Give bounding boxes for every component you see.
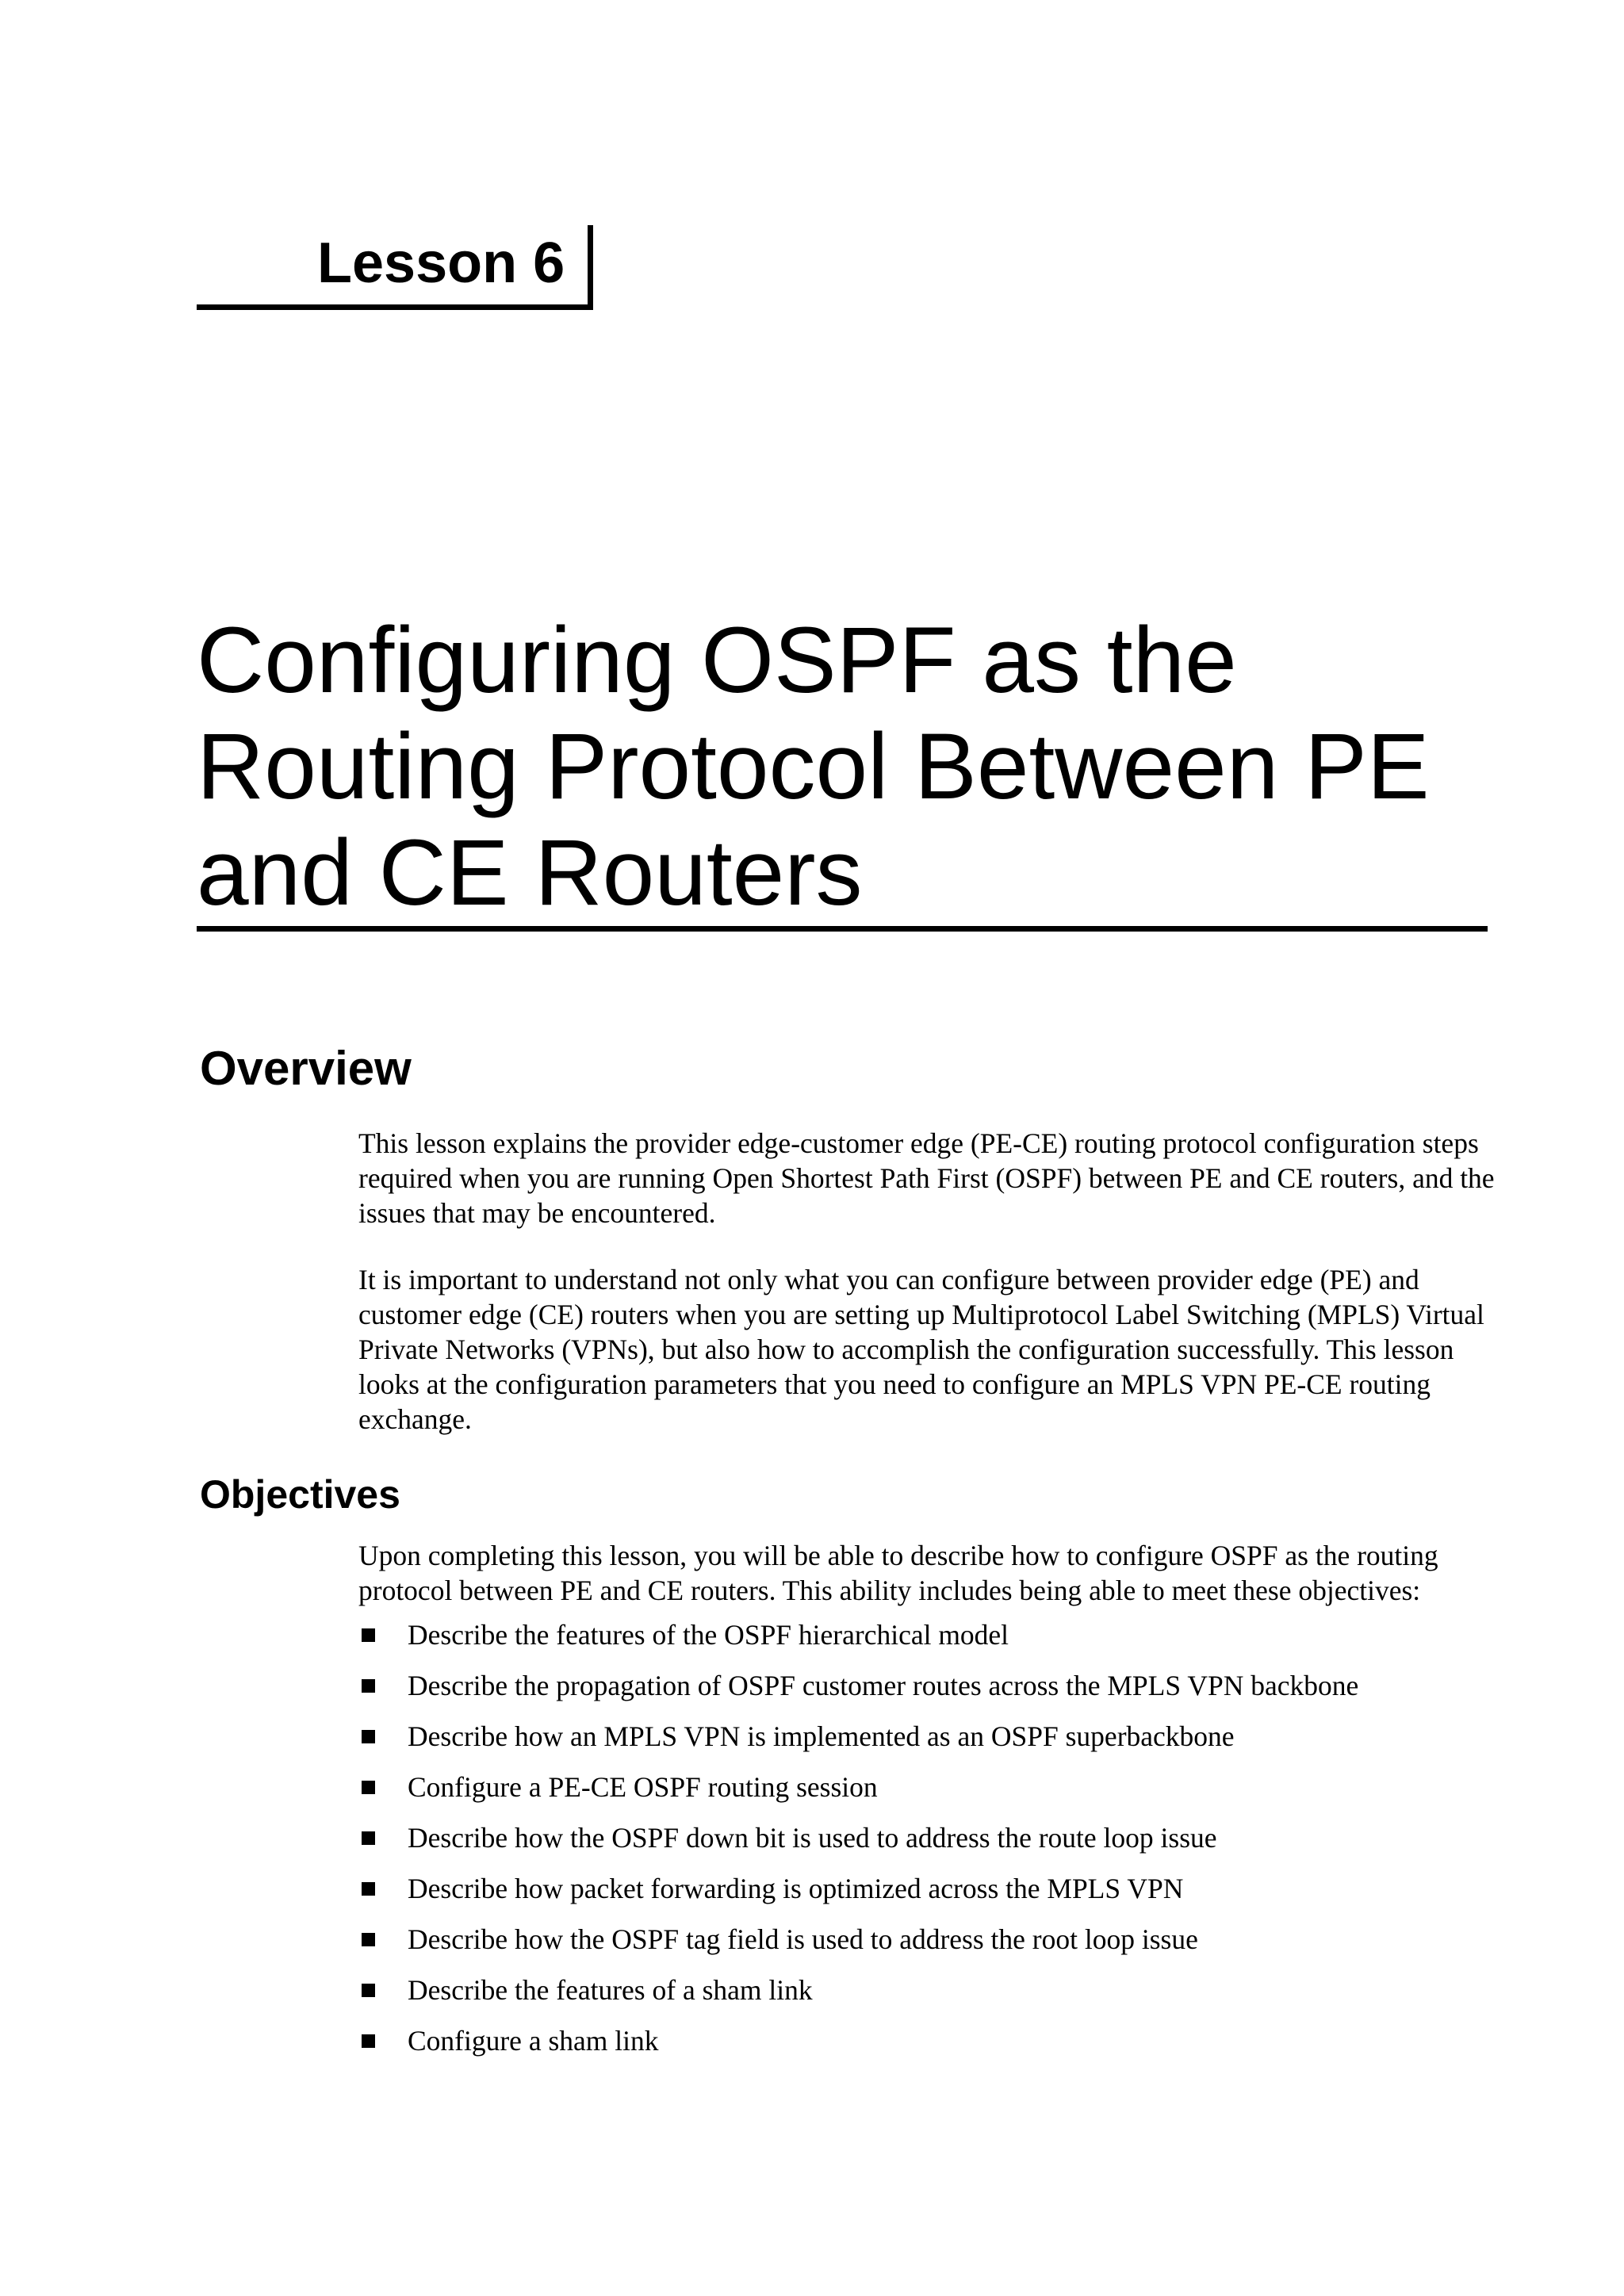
square-bullet-icon [362,1679,375,1693]
chapter-title-line-1: Configuring OSPF as the [197,608,1237,713]
list-item [358,1668,1500,1719]
objective-text: Describe how the OSPF tag field is used to address the root loop issue [408,1923,1198,1955]
list-item [358,1770,1500,1820]
objective-text: Describe the features of a sham link [408,1974,813,2006]
objectives-intro: Upon completing this lesson, you will be able to describe how to configure OSPF as the routing protocol between PE and CE routers. This ability includes being able to meet these objectives: [358,1540,1438,1606]
list-item [358,2023,1500,2074]
square-bullet-icon [362,1933,375,1946]
overview-paragraph-1: This lesson explains the provider edge-customer edge (PE-CE) routing protocol configuration steps required when you are running Open Shortest Path First (OSPF) between PE and CE routers, and the issues that may be encountered. [358,1127,1495,1229]
list-item [358,1617,1500,1668]
chapter-title-line-3: and CE Routers [197,821,863,925]
list-item [358,1922,1500,1973]
list-item [358,1973,1500,2023]
list-item [358,1719,1500,1770]
objectives-heading: Objectives [200,1472,400,1517]
list-item [358,1820,1500,1871]
objective-text: Describe how an MPLS VPN is implemented as an OSPF superbackbone [408,1720,1235,1752]
lesson-underline [197,304,593,310]
objective-text: Configure a PE-CE OSPF routing session [408,1771,878,1803]
objective-text: Describe how packet forwarding is optimized across the MPLS VPN [408,1873,1184,1904]
overview-heading: Overview [200,1042,412,1095]
square-bullet-icon [362,1831,375,1845]
overview-paragraph-2: It is important to understand not only what you can configure between provider edge (PE) and customer edge (CE) routers when you are setting up Multiprotocol Label Switching (MPLS) Virtual Private Networks (VPNs), but also how to accomplish the configuration successfully. This lesson looks at the configuration parameters that you need to configure an MPLS VPN PE-CE routing exchange. [358,1264,1484,1435]
lesson-label: Lesson 6 [317,232,565,295]
objectives-list [358,1617,1500,2074]
chapter-title [197,607,1497,926]
chapter-title-line-2: Routing Protocol Between PE [197,714,1430,819]
square-bullet-icon [362,1628,375,1642]
square-bullet-icon [362,1730,375,1743]
objective-text: Describe how the OSPF down bit is used to address the route loop issue [408,1822,1217,1854]
lesson-vertical-bar [588,225,593,310]
square-bullet-icon [362,1781,375,1794]
objective-text: Describe the propagation of OSPF customer routes across the MPLS VPN backbone [408,1670,1359,1701]
list-item [358,1871,1500,1922]
title-rule [197,926,1488,932]
objective-text: Configure a sham link [408,2025,659,2057]
objective-text: Describe the features of the OSPF hierarchical model [408,1619,1009,1651]
square-bullet-icon [362,1984,375,1997]
square-bullet-icon [362,1882,375,1896]
square-bullet-icon [362,2034,375,2048]
